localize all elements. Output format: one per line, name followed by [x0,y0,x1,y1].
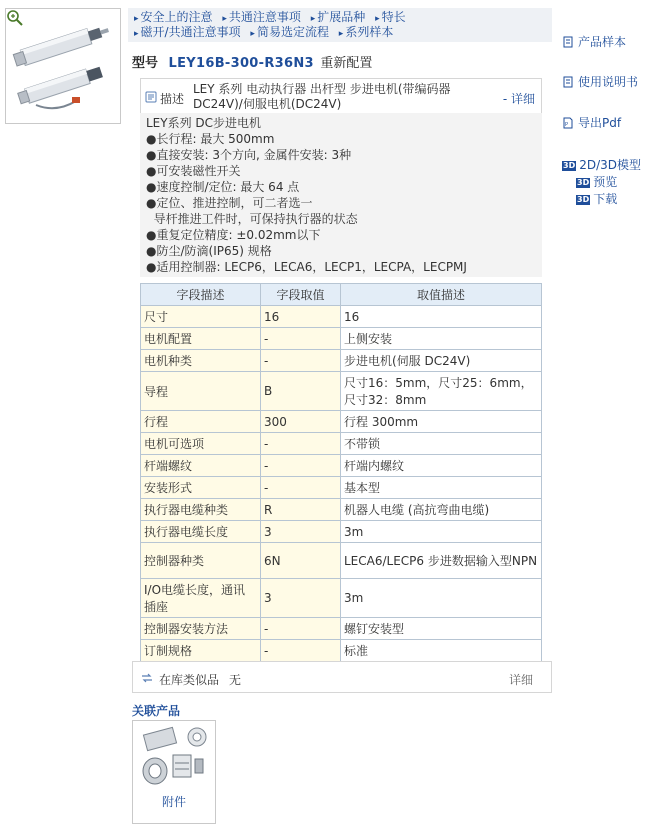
row-field-cell: I/O电缆长度，通讯插座 [141,579,261,618]
feature-item: ●防尘/防滴(IP65) 规格 [146,244,272,258]
catalog-label: 产品样本 [578,35,627,49]
feature-item: 导杆推进工件时，可保持执行器的状态 [146,212,358,226]
row-field-cell: 控制器安装方法 [141,618,261,640]
export-pdf-label: 导出Pdf [578,116,622,130]
nav-link-features[interactable]: ▸ 特长 [375,10,406,24]
row-value-cell: 3 [261,521,341,543]
row-value-cell: - [261,433,341,455]
row-value-cell: 3 [261,579,341,618]
row-value-cell: - [261,477,341,499]
manual-label: 使用说明书 [578,75,639,89]
row-desc-cell: 机器人电缆 (高抗弯曲电缆) [341,499,542,521]
row-field-cell: 导程 [141,372,261,411]
row-field-cell: 电机种类 [141,350,261,372]
row-value-cell: - [261,455,341,477]
svg-text:P: P [565,122,569,128]
row-desc-cell: 不带锁 [341,433,542,455]
table-row [141,477,542,499]
row-field-cell: 控制器种类 [141,543,261,579]
document-nav [128,8,552,42]
row-field-cell: 订制规格 [141,640,261,662]
row-desc-cell: 尺寸16：5mm，尺寸25：6mm，尺寸32：8mm [341,372,542,411]
zoom-icon[interactable] [6,9,24,27]
export-pdf-link[interactable] [562,114,621,131]
table-row [141,306,542,328]
row-desc-cell: 杆端内螺纹 [341,455,542,477]
table-row [141,579,542,618]
row-desc-cell: 螺钉安装型 [341,618,542,640]
description-icon [145,91,157,103]
stock-icon [141,672,153,684]
catalog-link[interactable] [562,33,626,50]
nav-link-selection-flow[interactable]: ▸ 简易选定流程 [250,25,329,39]
related-products-title: 关联产品 [132,704,181,718]
related-product-label: 附件 [161,795,186,809]
feature-item: ●定位、推进控制，可二者选一 [146,196,313,210]
feature-item: ●长行程: 最大 500mm [146,132,275,146]
nav-link-common-notes[interactable]: ▸ 共通注意事项 [222,10,301,24]
3d-icon: 3D [563,161,576,170]
table-row [141,543,542,579]
row-value-cell: - [261,640,341,662]
feature-item: ●速度控制/定位: 最大 64 点 [146,180,300,194]
column-header-desc: 取值描述 [341,284,542,306]
table-row [141,433,542,455]
row-field-cell: 执行器电缆长度 [141,521,261,543]
table-row [141,411,542,433]
row-field-cell: 尺寸 [141,306,261,328]
row-value-cell: 16 [261,306,341,328]
table-row [141,521,542,543]
accessory-image [137,725,213,791]
row-field-cell: 杆端螺纹 [141,455,261,477]
row-field-cell: 安装形式 [141,477,261,499]
table-row [141,499,542,521]
model-label: 型号 [132,56,159,71]
preview-label: 预览 [593,175,618,189]
description-detail-link[interactable]: - 详细 [502,92,535,106]
download-label: 下载 [593,192,618,206]
table-row [141,618,542,640]
feature-item: ●直接安装: 3个方向, 金属件安装: 3种 [146,148,352,162]
column-header-field: 字段描述 [141,284,261,306]
manual-icon [562,76,574,88]
row-desc-cell: 步进电机(伺服 DC24V) [341,350,542,372]
spec-table [140,283,542,662]
manual-link[interactable] [562,73,638,90]
feature-item: LEY系列 DC步进电机 [146,116,262,130]
nav-link-variants[interactable]: ▸ 扩展品种 [311,10,366,24]
row-value-cell: B [261,372,341,411]
related-product-card[interactable] [132,720,216,824]
table-row [141,640,542,662]
catalog-icon [562,36,574,48]
3d-preview-icon: 3D [577,178,590,187]
row-field-cell: 电机配置 [141,328,261,350]
table-row [141,372,542,411]
table-row [141,328,542,350]
stock-detail-link[interactable]: 详细 [508,673,533,687]
description-text: LEY 系列 电动执行器 出杆型 步进电机(带编码器DC24V)/伺服电机(DC24V) [193,82,451,111]
row-desc-cell: 上侧安装 [341,328,542,350]
row-desc-cell: 基本型 [341,477,542,499]
row-field-cell: 执行器电缆种类 [141,499,261,521]
feature-list [140,113,542,277]
row-value-cell: - [261,328,341,350]
model-heading [132,52,372,71]
row-field-cell: 行程 [141,411,261,433]
nav-row-2 [134,25,546,40]
row-desc-cell: 行程 300mm [341,411,542,433]
model-code: LEY16B-300-R36N3 [168,56,314,71]
row-value-cell: 6N [261,543,341,579]
row-desc-cell: 16 [341,306,542,328]
table-row [141,350,542,372]
table-body [141,306,542,662]
feature-item: ●重复定位精度: ±0.02mm以下 [146,228,321,242]
row-desc-cell: 3m [341,521,542,543]
stock-similar-box [132,661,552,693]
row-desc-cell: LECA6/LECP6 步进数据输入型NPN [341,543,542,579]
download-link[interactable] [576,190,617,207]
product-thumbnail[interactable] [5,8,121,124]
nav-link-safety[interactable]: ▸ 安全上的注意 [134,10,213,24]
row-field-cell: 电机可选项 [141,433,261,455]
feature-item: ●可安装磁性开关 [146,164,241,178]
description-label: 描述 [160,92,185,106]
3d-download-icon: 3D [577,195,590,204]
reconfigure-link[interactable]: 重新配置 [320,56,373,71]
row-value-cell: 300 [261,411,341,433]
pdf-icon [562,117,574,129]
nav-row-1 [134,10,546,25]
stock-label: 在库类似品 [159,673,220,687]
row-desc-cell: 标准 [341,640,542,662]
model-2d3d-link[interactable] [562,156,641,173]
nav-link-series-catalog[interactable]: ▸ 系列样本 [339,25,394,39]
stock-value: 无 [229,673,242,687]
row-value-cell: - [261,350,341,372]
nav-link-switch-notes[interactable]: ▸ 磁开/共通注意事项 [134,25,241,39]
table-row [141,455,542,477]
feature-item: ●适用控制器: LECP6，LECA6，LECP1，LECPA，LECPMJ [146,260,467,274]
row-value-cell: - [261,618,341,640]
description-box [140,78,542,114]
column-header-value: 字段取值 [261,284,341,306]
preview-link[interactable] [576,173,617,190]
row-value-cell: R [261,499,341,521]
row-desc-cell: 3m [341,579,542,618]
table-header-row [141,284,542,306]
model-2d3d-label: 2D/3D模型 [579,158,642,172]
